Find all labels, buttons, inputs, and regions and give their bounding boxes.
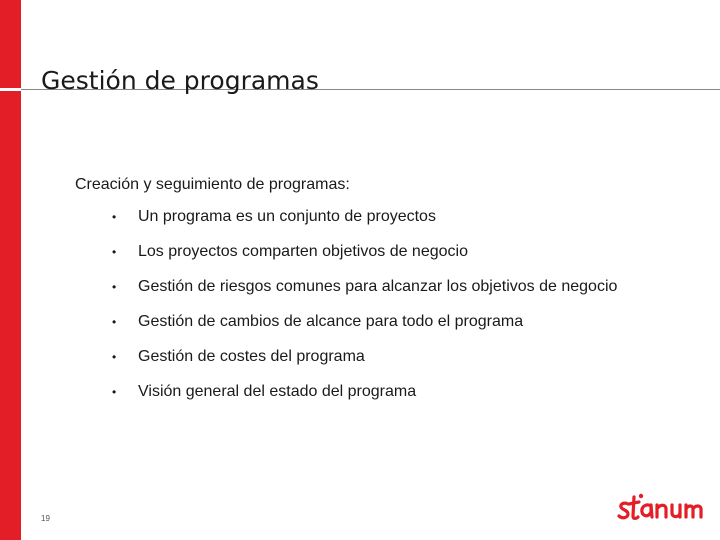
stanum-logo-icon [617, 488, 707, 528]
bullet-item [108, 277, 664, 297]
left-accent-bar [0, 0, 21, 540]
bullet-icon: • [112, 245, 117, 259]
title-divider-notch [0, 88, 21, 91]
intro-text: Creación y seguimiento de programas: [75, 176, 350, 193]
bullet-text: Gestión de cambios de alcance para todo el programa [138, 313, 524, 330]
bullet-item [108, 382, 664, 402]
bullet-list [108, 207, 664, 417]
bullet-icon: • [112, 315, 117, 329]
bullet-text: Un programa es un conjunto de proyectos [138, 208, 436, 225]
bullet-item [108, 207, 664, 227]
bullet-text: Gestión de riesgos comunes para alcanzar los objetivos de negocio [138, 278, 618, 295]
page-number: 19 [41, 514, 50, 523]
bullet-item [108, 347, 664, 367]
bullet-icon: • [112, 350, 117, 364]
bullet-icon: • [112, 210, 117, 224]
bullet-text: Gestión de costes del programa [138, 348, 365, 365]
bullet-item [108, 312, 664, 332]
bullet-item [108, 242, 664, 262]
bullet-text: Visión general del estado del programa [138, 383, 417, 400]
slide-title: Gestión de programas [41, 66, 319, 95]
bullet-icon: • [112, 385, 117, 399]
bullet-icon: • [112, 280, 117, 294]
bullet-text: Los proyectos comparten objetivos de negocio [138, 243, 468, 260]
